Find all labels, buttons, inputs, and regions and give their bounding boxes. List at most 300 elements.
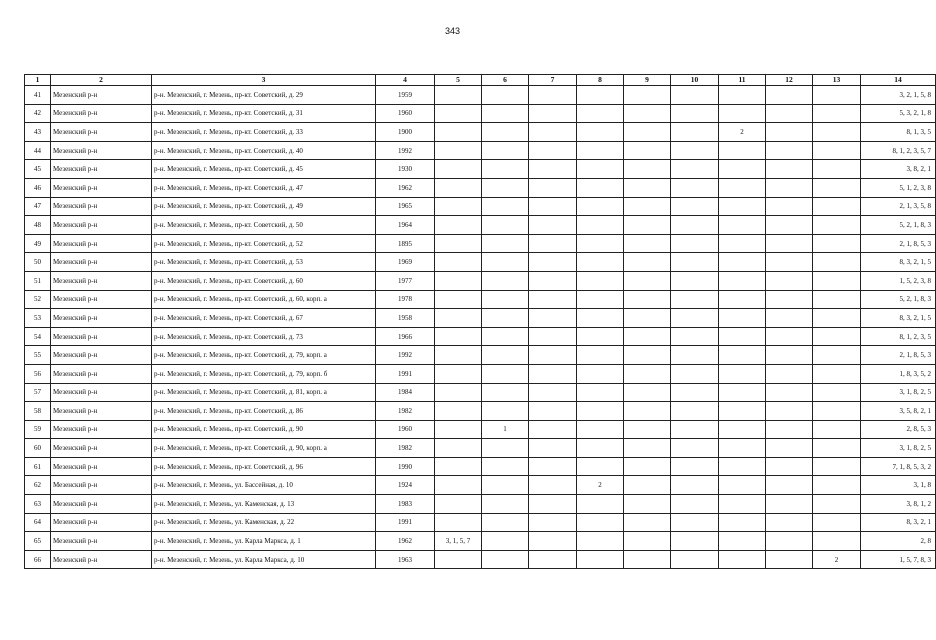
table-cell-col-12 (766, 513, 813, 532)
table-cell-col-5 (435, 216, 482, 235)
table-cell-col-7 (529, 160, 577, 179)
table-cell-col-13 (813, 123, 861, 142)
table-cell-col-12 (766, 160, 813, 179)
column-header-5: 5 (435, 75, 482, 86)
table-cell-col-10 (671, 290, 719, 309)
table-cell-col-9 (624, 271, 671, 290)
table-cell-col-14: 3, 1, 8 (861, 476, 936, 495)
table-cell-col-10 (671, 160, 719, 179)
header-row (25, 75, 936, 86)
table-cell-col-12 (766, 383, 813, 402)
table-cell-col-10 (671, 346, 719, 365)
table-cell-col-3: р-н. Мезенский, г. Мезень, ул. Карла Маркса, д. 1 (152, 532, 376, 551)
table-cell-col-8 (577, 457, 624, 476)
table-cell-col-9 (624, 513, 671, 532)
table-cell-col-13 (813, 216, 861, 235)
table-cell-col-8 (577, 439, 624, 458)
table-cell-col-3: р-н. Мезенский, г. Мезень, пр-кт. Советский, д. 31 (152, 104, 376, 123)
table-cell-col-1: 52 (25, 290, 51, 309)
table-cell-col-3: р-н. Мезенский, г. Мезень, пр-кт. Советский, д. 73 (152, 327, 376, 346)
table-row (25, 550, 936, 569)
table-cell-col-10 (671, 178, 719, 197)
table-cell-col-5 (435, 550, 482, 569)
table-cell-col-14: 3, 1, 8, 2, 5 (861, 383, 936, 402)
table-cell-col-6 (482, 383, 529, 402)
table-cell-col-2: Мезенский р-н (51, 86, 152, 105)
table-cell-col-7 (529, 178, 577, 197)
table-cell-col-11 (719, 253, 766, 272)
table-cell-col-11 (719, 309, 766, 328)
table-cell-col-10 (671, 123, 719, 142)
table-cell-col-8 (577, 253, 624, 272)
table-cell-col-2: Мезенский р-н (51, 550, 152, 569)
table-cell-col-5 (435, 346, 482, 365)
table-row (25, 457, 936, 476)
table-cell-col-8 (577, 160, 624, 179)
table-cell-col-2: Мезенский р-н (51, 216, 152, 235)
table-cell-col-9 (624, 123, 671, 142)
column-header-9: 9 (624, 75, 671, 86)
table-row (25, 513, 936, 532)
table-cell-col-1: 45 (25, 160, 51, 179)
table-cell-col-3: р-н. Мезенский, г. Мезень, пр-кт. Советский, д. 52 (152, 234, 376, 253)
table-row (25, 197, 936, 216)
table-cell-col-10 (671, 271, 719, 290)
table-cell-col-13 (813, 346, 861, 365)
table-cell-col-5 (435, 160, 482, 179)
table-cell-col-8 (577, 402, 624, 421)
table-cell-col-6 (482, 216, 529, 235)
table-cell-col-11 (719, 216, 766, 235)
table-cell-col-14: 8, 1, 2, 3, 5, 7 (861, 141, 936, 160)
table-cell-col-14: 5, 3, 2, 1, 8 (861, 104, 936, 123)
table-cell-col-13 (813, 495, 861, 514)
table-cell-col-14: 7, 1, 8, 5, 3, 2 (861, 457, 936, 476)
table-cell-col-3: р-н. Мезенский, г. Мезень, пр-кт. Советский, д. 29 (152, 86, 376, 105)
table-cell-col-11 (719, 457, 766, 476)
table-cell-col-14: 2, 1, 8, 5, 3 (861, 346, 936, 365)
table-cell-col-11 (719, 364, 766, 383)
table-cell-col-14: 5, 2, 1, 8, 3 (861, 290, 936, 309)
table-cell-col-12 (766, 476, 813, 495)
table-cell-col-2: Мезенский р-н (51, 364, 152, 383)
table-cell-col-6 (482, 346, 529, 365)
table-cell-col-4: 1924 (376, 476, 435, 495)
table-cell-col-13 (813, 178, 861, 197)
table-cell-col-1: 48 (25, 216, 51, 235)
table-cell-col-13 (813, 141, 861, 160)
table-cell-col-14: 8, 3, 2, 1, 5 (861, 309, 936, 328)
table-cell-col-7 (529, 495, 577, 514)
table-cell-col-5 (435, 141, 482, 160)
table-cell-col-12 (766, 141, 813, 160)
table-cell-col-4: 1963 (376, 550, 435, 569)
table-cell-col-9 (624, 104, 671, 123)
table-cell-col-9 (624, 439, 671, 458)
table-cell-col-2: Мезенский р-н (51, 513, 152, 532)
table-cell-col-12 (766, 327, 813, 346)
table-cell-col-4: 1982 (376, 439, 435, 458)
table-row (25, 141, 936, 160)
table-cell-col-3: р-н. Мезенский, г. Мезень, ул. Каменская, д. 13 (152, 495, 376, 514)
table-cell-col-1: 51 (25, 271, 51, 290)
table-cell-col-7 (529, 364, 577, 383)
table-cell-col-12 (766, 420, 813, 439)
table-cell-col-13 (813, 86, 861, 105)
table-row (25, 364, 936, 383)
column-header-4: 4 (376, 75, 435, 86)
column-header-8: 8 (577, 75, 624, 86)
table-cell-col-11 (719, 104, 766, 123)
table-cell-col-1: 58 (25, 402, 51, 421)
table-cell-col-5 (435, 309, 482, 328)
table-cell-col-8 (577, 197, 624, 216)
table-cell-col-12 (766, 309, 813, 328)
table-cell-col-2: Мезенский р-н (51, 346, 152, 365)
table-cell-col-1: 65 (25, 532, 51, 551)
table-cell-col-9 (624, 495, 671, 514)
table-cell-col-5 (435, 290, 482, 309)
table-cell-col-13 (813, 160, 861, 179)
table-cell-col-9 (624, 290, 671, 309)
table-cell-col-2: Мезенский р-н (51, 290, 152, 309)
table-cell-col-6 (482, 532, 529, 551)
table-cell-col-9 (624, 550, 671, 569)
table-cell-col-4: 1964 (376, 216, 435, 235)
table-cell-col-7 (529, 216, 577, 235)
table-cell-col-1: 57 (25, 383, 51, 402)
table-cell-col-12 (766, 178, 813, 197)
table-cell-col-5 (435, 364, 482, 383)
table-cell-col-12 (766, 532, 813, 551)
table-cell-col-5 (435, 86, 482, 105)
table-row (25, 290, 936, 309)
table-cell-col-1: 41 (25, 86, 51, 105)
data-table (24, 74, 936, 569)
table-cell-col-12 (766, 123, 813, 142)
table-cell-col-7 (529, 513, 577, 532)
table-cell-col-1: 55 (25, 346, 51, 365)
table-cell-col-14: 8, 3, 2, 1 (861, 513, 936, 532)
table-cell-col-6 (482, 457, 529, 476)
table-cell-col-4: 1930 (376, 160, 435, 179)
table-cell-col-13 (813, 253, 861, 272)
table-cell-col-8 (577, 309, 624, 328)
table-cell-col-2: Мезенский р-н (51, 532, 152, 551)
table-cell-col-6 (482, 402, 529, 421)
table-cell-col-14: 5, 2, 1, 8, 3 (861, 216, 936, 235)
table-row (25, 160, 936, 179)
table-cell-col-5 (435, 123, 482, 142)
table-cell-col-2: Мезенский р-н (51, 160, 152, 179)
table-cell-col-11 (719, 420, 766, 439)
table-cell-col-11 (719, 439, 766, 458)
table-cell-col-1: 61 (25, 457, 51, 476)
column-header-12: 12 (766, 75, 813, 86)
table-cell-col-7 (529, 457, 577, 476)
table-cell-col-13 (813, 402, 861, 421)
table-cell-col-12 (766, 216, 813, 235)
table-row (25, 253, 936, 272)
table-cell-col-3: р-н. Мезенский, г. Мезень, пр-кт. Советский, д. 45 (152, 160, 376, 179)
table-cell-col-7 (529, 123, 577, 142)
table-cell-col-12 (766, 197, 813, 216)
column-header-7: 7 (529, 75, 577, 86)
table-cell-col-8 (577, 178, 624, 197)
table-cell-col-14: 8, 3, 2, 1, 5 (861, 253, 936, 272)
table-cell-col-14: 3, 2, 1, 5, 8 (861, 86, 936, 105)
table-cell-col-13 (813, 327, 861, 346)
table-cell-col-10 (671, 383, 719, 402)
table-cell-col-13: 2 (813, 550, 861, 569)
table-cell-col-1: 44 (25, 141, 51, 160)
table-cell-col-8 (577, 420, 624, 439)
table-cell-col-7 (529, 420, 577, 439)
column-header-11: 11 (719, 75, 766, 86)
table-cell-col-9 (624, 309, 671, 328)
table-cell-col-4: 1977 (376, 271, 435, 290)
table-cell-col-6 (482, 290, 529, 309)
table-cell-col-4: 1900 (376, 123, 435, 142)
table-cell-col-4: 1991 (376, 513, 435, 532)
column-header-10: 10 (671, 75, 719, 86)
table-body (25, 86, 936, 569)
table-cell-col-13 (813, 309, 861, 328)
table-cell-col-12 (766, 402, 813, 421)
table-cell-col-14: 2, 8, 5, 3 (861, 420, 936, 439)
table-header (25, 75, 936, 86)
table-cell-col-1: 56 (25, 364, 51, 383)
table-cell-col-14: 2, 1, 3, 5, 8 (861, 197, 936, 216)
table-cell-col-14: 3, 5, 8, 2, 1 (861, 402, 936, 421)
table-cell-col-6 (482, 234, 529, 253)
table-cell-col-2: Мезенский р-н (51, 476, 152, 495)
table-cell-col-2: Мезенский р-н (51, 234, 152, 253)
table-cell-col-6 (482, 104, 529, 123)
table-cell-col-7 (529, 104, 577, 123)
table-cell-col-8 (577, 123, 624, 142)
table-cell-col-9 (624, 178, 671, 197)
table-cell-col-14: 8, 1, 3, 5 (861, 123, 936, 142)
table-cell-col-1: 49 (25, 234, 51, 253)
table-cell-col-8 (577, 327, 624, 346)
table-cell-col-13 (813, 513, 861, 532)
table-cell-col-3: р-н. Мезенский, г. Мезень, пр-кт. Советский, д. 60, корп. а (152, 290, 376, 309)
table-cell-col-9 (624, 253, 671, 272)
table-cell-col-8: 2 (577, 476, 624, 495)
table-cell-col-1: 54 (25, 327, 51, 346)
table-cell-col-10 (671, 309, 719, 328)
table-cell-col-9 (624, 420, 671, 439)
table-cell-col-6 (482, 86, 529, 105)
table-cell-col-2: Мезенский р-н (51, 178, 152, 197)
table-cell-col-3: р-н. Мезенский, г. Мезень, пр-кт. Советский, д. 40 (152, 141, 376, 160)
table-cell-col-4: 1991 (376, 364, 435, 383)
table-cell-col-2: Мезенский р-н (51, 420, 152, 439)
table-row (25, 495, 936, 514)
table-row (25, 309, 936, 328)
table-cell-col-8 (577, 383, 624, 402)
table-cell-col-13 (813, 364, 861, 383)
table-cell-col-10 (671, 476, 719, 495)
table-cell-col-5 (435, 234, 482, 253)
table-cell-col-10 (671, 513, 719, 532)
table-cell-col-1: 46 (25, 178, 51, 197)
table-cell-col-13 (813, 234, 861, 253)
table-cell-col-6 (482, 271, 529, 290)
table-cell-col-1: 63 (25, 495, 51, 514)
table-cell-col-8 (577, 141, 624, 160)
table-cell-col-12 (766, 290, 813, 309)
table-cell-col-11 (719, 327, 766, 346)
table-cell-col-1: 62 (25, 476, 51, 495)
table-cell-col-10 (671, 550, 719, 569)
table-cell-col-12 (766, 457, 813, 476)
table-cell-col-12 (766, 550, 813, 569)
table-cell-col-11 (719, 513, 766, 532)
table-cell-col-11 (719, 346, 766, 365)
table-cell-col-14: 8, 1, 2, 3, 5 (861, 327, 936, 346)
table-cell-col-4: 1960 (376, 104, 435, 123)
table-cell-col-14: 1, 8, 3, 5, 2 (861, 364, 936, 383)
table-cell-col-7 (529, 532, 577, 551)
table-cell-col-4: 1969 (376, 253, 435, 272)
table-cell-col-11: 2 (719, 123, 766, 142)
table-cell-col-7 (529, 346, 577, 365)
table-cell-col-5 (435, 104, 482, 123)
table-cell-col-12 (766, 439, 813, 458)
column-header-1: 1 (25, 75, 51, 86)
table-cell-col-11 (719, 532, 766, 551)
table-cell-col-6 (482, 476, 529, 495)
table-cell-col-9 (624, 383, 671, 402)
table-cell-col-12 (766, 346, 813, 365)
table-cell-col-8 (577, 513, 624, 532)
table-cell-col-5 (435, 457, 482, 476)
table-cell-col-7 (529, 271, 577, 290)
table-cell-col-9 (624, 457, 671, 476)
table-cell-col-1: 50 (25, 253, 51, 272)
table-cell-col-6 (482, 309, 529, 328)
table-cell-col-10 (671, 420, 719, 439)
table-cell-col-8 (577, 86, 624, 105)
table-cell-col-5 (435, 327, 482, 346)
table-cell-col-9 (624, 86, 671, 105)
column-header-3: 3 (152, 75, 376, 86)
table-cell-col-12 (766, 364, 813, 383)
table-cell-col-6 (482, 513, 529, 532)
table-cell-col-7 (529, 141, 577, 160)
table-cell-col-14: 5, 1, 2, 3, 8 (861, 178, 936, 197)
table-cell-col-4: 1962 (376, 178, 435, 197)
table-cell-col-8 (577, 290, 624, 309)
table-cell-col-7 (529, 234, 577, 253)
table-cell-col-3: р-н. Мезенский, г. Мезень, пр-кт. Советский, д. 81, корп. а (152, 383, 376, 402)
table-cell-col-4: 1960 (376, 420, 435, 439)
table-cell-col-1: 59 (25, 420, 51, 439)
table-row (25, 86, 936, 105)
table-row (25, 346, 936, 365)
table-cell-col-14: 3, 1, 8, 2, 5 (861, 439, 936, 458)
table-cell-col-12 (766, 253, 813, 272)
table-cell-col-9 (624, 234, 671, 253)
table-cell-col-5: 3, 1, 5, 7 (435, 532, 482, 551)
table-cell-col-2: Мезенский р-н (51, 309, 152, 328)
table-cell-col-6 (482, 141, 529, 160)
table-cell-col-7 (529, 290, 577, 309)
table-cell-col-11 (719, 271, 766, 290)
table-cell-col-9 (624, 364, 671, 383)
table-cell-col-3: р-н. Мезенский, г. Мезень, пр-кт. Советский, д. 90 (152, 420, 376, 439)
table-cell-col-13 (813, 290, 861, 309)
table-cell-col-6 (482, 495, 529, 514)
table-cell-col-8 (577, 104, 624, 123)
table-cell-col-14: 3, 8, 2, 1 (861, 160, 936, 179)
table-row (25, 532, 936, 551)
table-cell-col-10 (671, 439, 719, 458)
table-cell-col-14: 2, 1, 8, 5, 3 (861, 234, 936, 253)
table-cell-col-11 (719, 290, 766, 309)
table-cell-col-8 (577, 271, 624, 290)
table-row (25, 402, 936, 421)
table-cell-col-6 (482, 364, 529, 383)
table-cell-col-4: 1992 (376, 141, 435, 160)
table-cell-col-2: Мезенский р-н (51, 141, 152, 160)
table-cell-col-4: 1982 (376, 402, 435, 421)
table-cell-col-8 (577, 234, 624, 253)
table-cell-col-13 (813, 439, 861, 458)
table-cell-col-8 (577, 364, 624, 383)
table-cell-col-2: Мезенский р-н (51, 327, 152, 346)
table-cell-col-3: р-н. Мезенский, г. Мезень, пр-кт. Советский, д. 79, корп. б (152, 364, 376, 383)
table-row (25, 439, 936, 458)
table-cell-col-4: 1895 (376, 234, 435, 253)
table-cell-col-12 (766, 86, 813, 105)
table-cell-col-9 (624, 141, 671, 160)
table-cell-col-10 (671, 141, 719, 160)
table-cell-col-9 (624, 532, 671, 551)
table-cell-col-10 (671, 253, 719, 272)
table-cell-col-11 (719, 402, 766, 421)
table-cell-col-3: р-н. Мезенский, г. Мезень, пр-кт. Советский, д. 60 (152, 271, 376, 290)
table-cell-col-10 (671, 402, 719, 421)
table-cell-col-6 (482, 197, 529, 216)
table-cell-col-6 (482, 327, 529, 346)
table-cell-col-3: р-н. Мезенский, г. Мезень, ул. Каменская, д. 22 (152, 513, 376, 532)
table-cell-col-5 (435, 253, 482, 272)
table-cell-col-10 (671, 104, 719, 123)
table-cell-col-10 (671, 197, 719, 216)
table-cell-col-3: р-н. Мезенский, г. Мезень, пр-кт. Советский, д. 96 (152, 457, 376, 476)
table-cell-col-3: р-н. Мезенский, г. Мезень, пр-кт. Советский, д. 67 (152, 309, 376, 328)
table-cell-col-8 (577, 346, 624, 365)
table-cell-col-4: 1966 (376, 327, 435, 346)
table-cell-col-10 (671, 457, 719, 476)
table-cell-col-10 (671, 86, 719, 105)
table-cell-col-7 (529, 86, 577, 105)
table-cell-col-12 (766, 234, 813, 253)
table-cell-col-13 (813, 532, 861, 551)
table-cell-col-4: 1978 (376, 290, 435, 309)
table-cell-col-6 (482, 123, 529, 142)
table-cell-col-9 (624, 197, 671, 216)
table-cell-col-2: Мезенский р-н (51, 197, 152, 216)
table-cell-col-2: Мезенский р-н (51, 439, 152, 458)
table-cell-col-3: р-н. Мезенский, г. Мезень, пр-кт. Советский, д. 53 (152, 253, 376, 272)
table-cell-col-6 (482, 439, 529, 458)
table-cell-col-6: 1 (482, 420, 529, 439)
table-cell-col-11 (719, 234, 766, 253)
